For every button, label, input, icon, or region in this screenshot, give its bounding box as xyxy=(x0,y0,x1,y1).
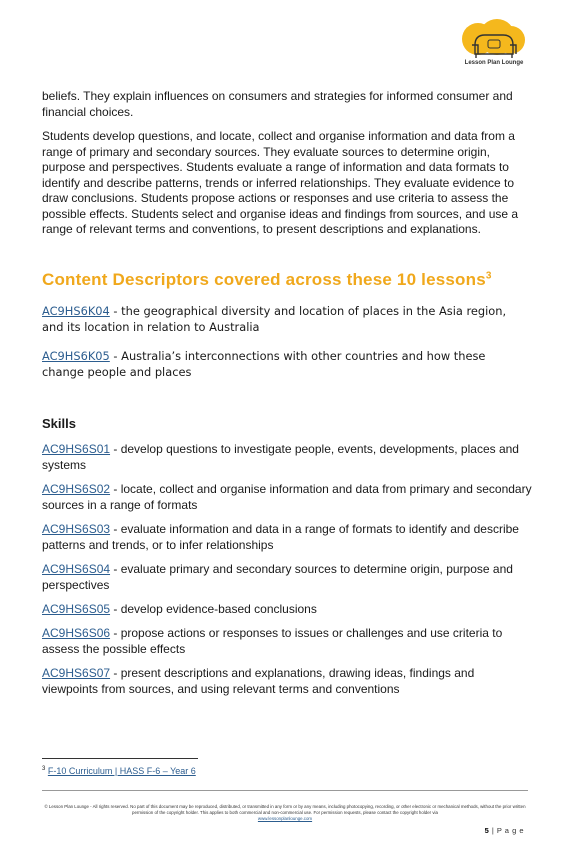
footer-divider xyxy=(42,790,528,791)
skill-item: AC9HS6S01 - develop questions to investigate people, events, developments, places and systems xyxy=(42,442,519,472)
skills-heading: Skills xyxy=(42,416,76,431)
footnote-ref: 3 xyxy=(485,270,492,282)
skill-code-link[interactable]: AC9HS6S05 xyxy=(42,602,111,616)
body-text xyxy=(42,89,528,238)
logo-text: Lesson Plan Lounge xyxy=(464,60,524,66)
skill-code-link[interactable]: AC9HS6S06 xyxy=(42,626,111,640)
footnote-link[interactable]: F-10 Curriculum | HASS F-6 – Year 6 xyxy=(47,766,196,776)
skill-item: AC9HS6S05 - develop evidence-based conclusions xyxy=(42,602,317,616)
skill-item: AC9HS6S07 - present descriptions and explanations, drawing ideas, findings and viewpoints from sources, and using relevant terms and conventions xyxy=(42,666,475,696)
copyright-notice: © Lesson Plan Lounge - All rights reserved. No part of this document may be reproduced, distributed, or transmitted in any form or by any means, including photocopying, recording, or other electronic or mechanical methods, without the prior written permission of the copyright holder. This applies to both commercial and non-commercial use. For permission requests, please contact the copyright holder via www.lessonplanlounge.com xyxy=(44,804,526,821)
footnote-divider xyxy=(42,758,198,759)
skill-code-link[interactable]: AC9HS6S04 xyxy=(42,562,111,576)
skill-code-link[interactable]: AC9HS6S02 xyxy=(42,482,111,496)
body-paragraph: beliefs. They explain influences on consumers and strategies for informed consumer and financial choices. xyxy=(42,89,513,119)
skill-code-link[interactable]: AC9HS6S01 xyxy=(42,442,111,456)
descriptor-item: AC9HS6K05 - Australia’s interconnections with other countries and how these change people and places xyxy=(42,349,486,379)
skill-item: AC9HS6S06 - propose actions or responses to issues or challenges and use criteria to assess the possible effects xyxy=(42,626,503,656)
footnote xyxy=(42,766,196,776)
descriptor-code-link[interactable]: AC9HS6K05 xyxy=(42,349,110,363)
descriptor-code-link[interactable]: AC9HS6K04 xyxy=(42,304,110,318)
descriptor-item: AC9HS6K04 - the geographical diversity and location of places in the Asia region, and its location in relation to Australia xyxy=(42,304,507,334)
skill-code-link[interactable]: AC9HS6S03 xyxy=(42,522,111,536)
skill-item: AC9HS6S02 - locate, collect and organise information and data from primary and secondary sources in a range of formats xyxy=(42,482,532,512)
skill-code-link[interactable]: AC9HS6S07 xyxy=(42,666,111,680)
body-paragraph: Students develop questions, and locate, collect and organise information and data from a range of primary and secondary sources. They evaluate sources to determine origin, purpose and perspectives. Students evaluate a range of information and data formats to identify and describe patterns, trends or inferred relationships. They evaluate evidence to draw conclusions. Students propose actions or responses and use criteria to assess the possible effects. Students select and organise ideas and findings from sources, and use a range of relevant terms and conventions, to present descriptions and explanations. xyxy=(42,129,519,236)
footnote-number: 3 xyxy=(42,766,46,772)
page-number: 5 | P a g e xyxy=(484,826,524,835)
website-link[interactable]: www.lessonplanlounge.com xyxy=(257,816,313,821)
skill-item: AC9HS6S04 - evaluate primary and secondary sources to determine origin, purpose and perspectives xyxy=(42,562,513,592)
content-descriptors-heading: Content Descriptors covered across these 10 lessons$^3$ xyxy=(42,270,492,289)
skill-item: AC9HS6S03 - evaluate information and data in a range of formats to identify and describe patterns and trends, or to infer relationships xyxy=(42,522,519,552)
